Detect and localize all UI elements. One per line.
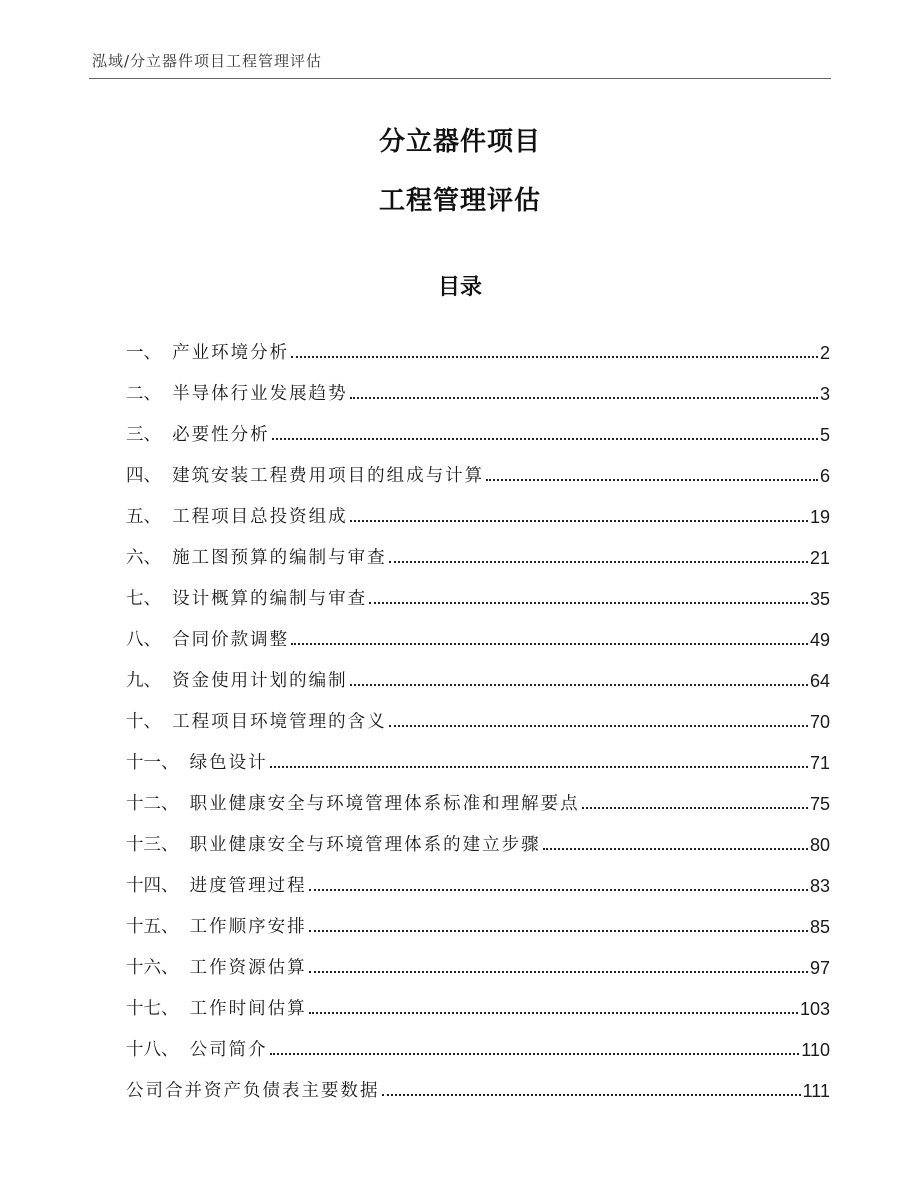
toc-entry-number: 四、 bbox=[126, 466, 173, 486]
toc-entry[interactable] bbox=[126, 938, 830, 979]
toc-entry[interactable] bbox=[126, 774, 830, 815]
toc-entry[interactable] bbox=[126, 610, 830, 651]
toc-entry[interactable] bbox=[126, 733, 830, 774]
toc-dot-leader bbox=[270, 766, 808, 768]
toc-entry-number: 五、 bbox=[126, 507, 173, 527]
toc-entry-title: 进度管理过程 bbox=[189, 876, 307, 896]
toc-entry-title: 工作时间估算 bbox=[189, 999, 307, 1019]
toc-entry-page: 2 bbox=[819, 343, 830, 363]
toc-entry[interactable] bbox=[126, 1020, 830, 1061]
toc-entry-title: 合同价款调整 bbox=[172, 630, 290, 650]
toc-dot-leader bbox=[582, 807, 808, 809]
toc-dot-leader bbox=[272, 438, 818, 440]
toc-entry-title: 职业健康安全与环境管理体系的建立步骤 bbox=[189, 835, 541, 855]
toc-entry-number: 六、 bbox=[126, 548, 173, 568]
toc-entry-number: 十五、 bbox=[126, 917, 190, 937]
toc-entry[interactable] bbox=[126, 815, 830, 856]
toc-entry[interactable] bbox=[126, 692, 830, 733]
toc-dot-leader bbox=[350, 520, 808, 522]
toc-entry-number: 十七、 bbox=[126, 999, 190, 1019]
toc-entry[interactable] bbox=[126, 364, 830, 405]
toc-entry-number: 九、 bbox=[126, 671, 173, 691]
toc-entry[interactable] bbox=[126, 446, 830, 487]
toc-entry[interactable] bbox=[126, 897, 830, 938]
toc-dot-leader bbox=[309, 1012, 798, 1014]
toc-entry-page: 21 bbox=[809, 548, 830, 568]
toc-entry-page: 71 bbox=[809, 753, 830, 773]
toc-entry[interactable] bbox=[126, 856, 830, 897]
toc-entry-number: 七、 bbox=[126, 589, 173, 609]
toc-entry-page: 85 bbox=[809, 917, 830, 937]
toc-entry-page: 75 bbox=[809, 794, 830, 814]
toc-dot-leader bbox=[309, 971, 808, 973]
toc-dot-leader bbox=[389, 561, 808, 563]
toc-entry-page: 103 bbox=[799, 999, 830, 1019]
toc-entry[interactable] bbox=[126, 323, 830, 364]
toc-dot-leader bbox=[270, 1053, 800, 1055]
toc-entry-number: 十一、 bbox=[126, 753, 190, 773]
toc-entry-number: 十二、 bbox=[126, 794, 190, 814]
toc-dot-leader bbox=[291, 643, 808, 645]
toc-entry-title: 公司简介 bbox=[189, 1040, 268, 1060]
toc-dot-leader bbox=[309, 930, 808, 932]
toc-entry-number: 二、 bbox=[126, 384, 173, 404]
toc-entry-number: 十三、 bbox=[126, 835, 190, 855]
toc-entry-number: 十、 bbox=[126, 712, 173, 732]
toc-entry-number: 十六、 bbox=[126, 958, 190, 978]
toc-entry-title: 施工图预算的编制与审查 bbox=[172, 548, 387, 568]
toc-entry[interactable] bbox=[126, 651, 830, 692]
toc-entry-title: 工作资源估算 bbox=[189, 958, 307, 978]
toc-entry-page: 5 bbox=[819, 425, 830, 445]
toc-dot-leader bbox=[309, 889, 808, 891]
toc-entry-title: 设计概算的编制与审查 bbox=[172, 589, 368, 609]
toc-entry-page: 111 bbox=[802, 1081, 830, 1101]
toc-entry-number: 三、 bbox=[126, 425, 173, 445]
toc-dot-leader bbox=[486, 479, 818, 481]
toc-entry-title: 工程项目环境管理的含义 bbox=[172, 712, 387, 732]
toc-entry[interactable] bbox=[126, 569, 830, 610]
toc-entry-page: 64 bbox=[809, 671, 830, 691]
running-header: 泓域/分立器件项目工程管理评估 bbox=[92, 52, 323, 70]
toc-entry-title: 资金使用计划的编制 bbox=[172, 671, 348, 691]
header-divider bbox=[89, 78, 831, 79]
toc-entry-page: 19 bbox=[809, 507, 830, 527]
toc-entry-number: 十八、 bbox=[126, 1040, 190, 1060]
toc-entry-page: 35 bbox=[809, 589, 830, 609]
toc-entry[interactable] bbox=[126, 1061, 830, 1102]
toc-entry-title: 建筑安装工程费用项目的组成与计算 bbox=[172, 466, 485, 486]
table-of-contents bbox=[126, 323, 830, 1102]
toc-dot-leader bbox=[350, 684, 808, 686]
document-title-line2: 工程管理评估 bbox=[378, 186, 541, 216]
toc-entry-page: 3 bbox=[819, 384, 830, 404]
toc-heading: 目录 bbox=[437, 275, 482, 300]
toc-entry[interactable] bbox=[126, 405, 830, 446]
toc-entry-page: 110 bbox=[801, 1040, 830, 1060]
toc-dot-leader bbox=[543, 848, 808, 850]
toc-entry-number: 八、 bbox=[126, 630, 173, 650]
toc-entry-title: 产业环境分析 bbox=[172, 343, 290, 363]
toc-entry-number: 十四、 bbox=[126, 876, 190, 896]
toc-entry-title: 必要性分析 bbox=[172, 425, 270, 445]
toc-entry-page: 80 bbox=[809, 835, 830, 855]
toc-entry-page: 70 bbox=[809, 712, 830, 732]
toc-entry-page: 49 bbox=[809, 630, 830, 650]
toc-entry-page: 6 bbox=[819, 466, 830, 486]
toc-dot-leader bbox=[291, 356, 818, 358]
toc-entry[interactable] bbox=[126, 528, 830, 569]
toc-entry-title: 工作顺序安排 bbox=[189, 917, 307, 937]
toc-dot-leader bbox=[389, 725, 808, 727]
toc-dot-leader bbox=[350, 397, 818, 399]
toc-entry[interactable] bbox=[126, 979, 830, 1020]
toc-entry-title: 半导体行业发展趋势 bbox=[172, 384, 348, 404]
toc-entry-title: 公司合并资产负债表主要数据 bbox=[126, 1081, 380, 1101]
toc-entry[interactable] bbox=[126, 487, 830, 528]
toc-entry-page: 97 bbox=[809, 958, 830, 978]
toc-entry-number: 一、 bbox=[126, 343, 173, 363]
toc-dot-leader bbox=[382, 1094, 801, 1096]
toc-entry-title: 职业健康安全与环境管理体系标准和理解要点 bbox=[189, 794, 580, 814]
toc-entry-title: 绿色设计 bbox=[189, 753, 268, 773]
toc-dot-leader bbox=[369, 602, 808, 604]
toc-entry-title: 工程项目总投资组成 bbox=[172, 507, 348, 527]
toc-entry-page: 83 bbox=[809, 876, 830, 896]
document-title-line1: 分立器件项目 bbox=[378, 127, 541, 157]
